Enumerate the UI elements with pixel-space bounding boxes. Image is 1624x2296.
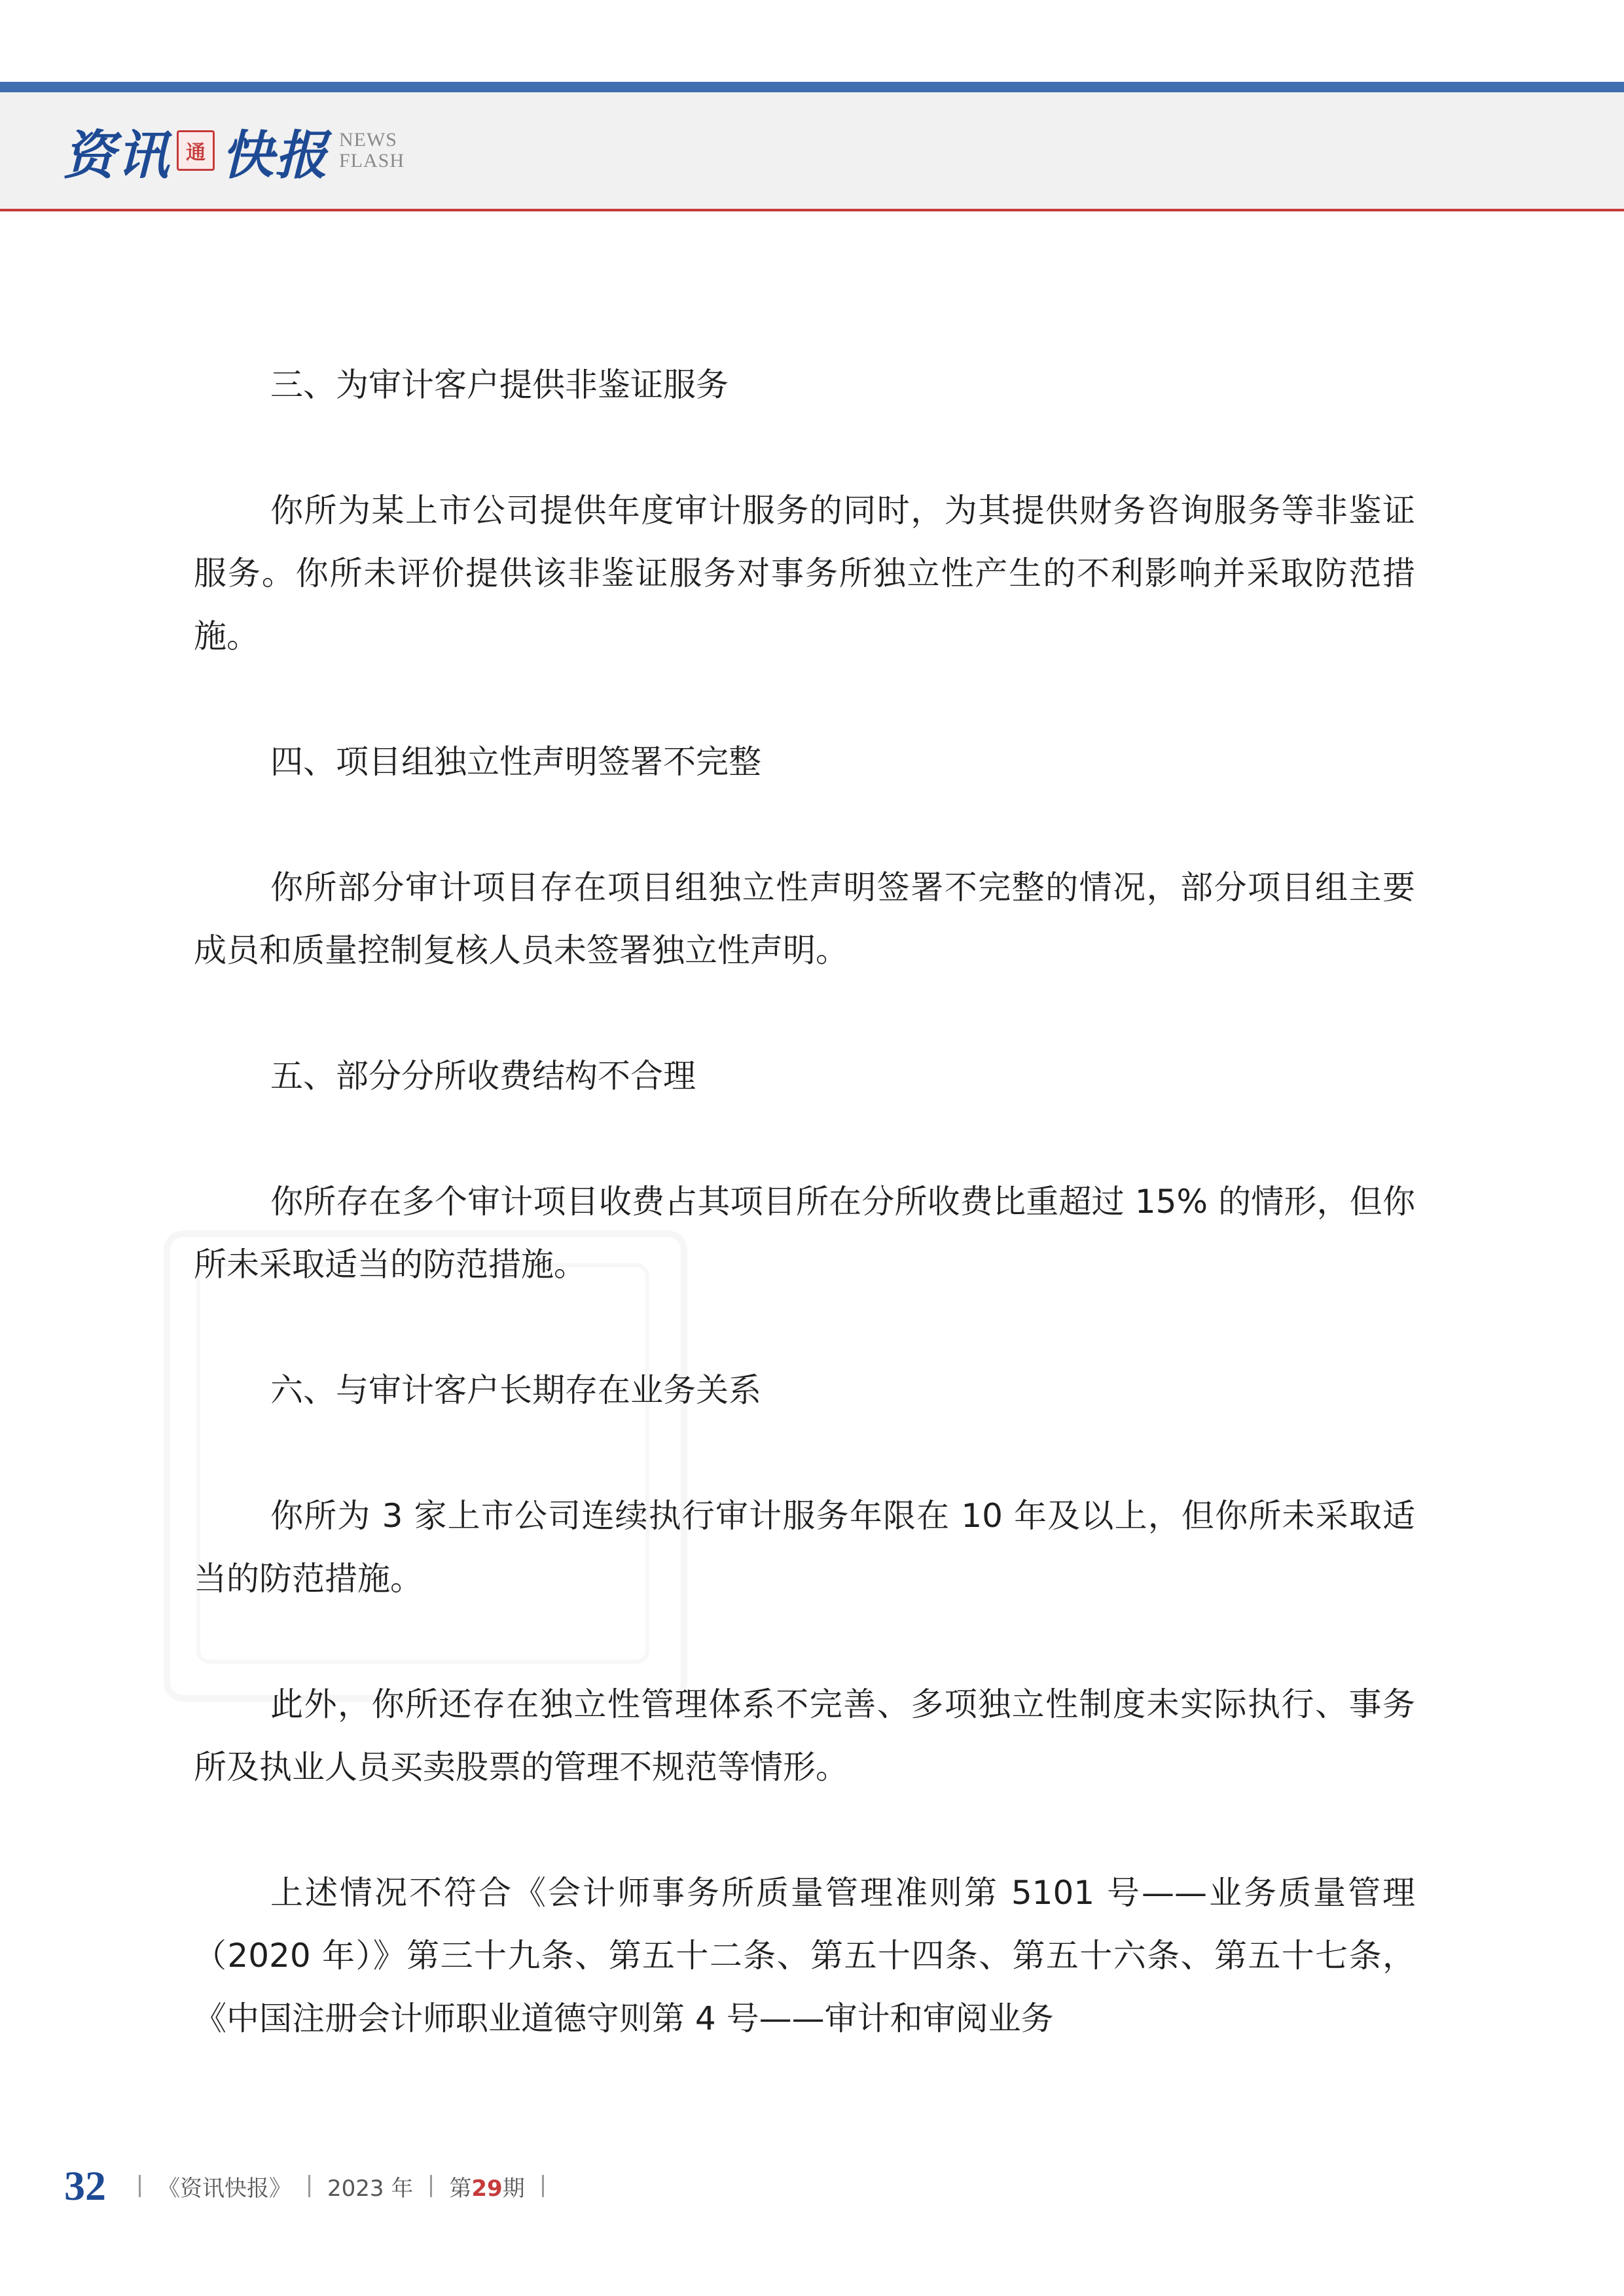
footer-divider bbox=[542, 2175, 544, 2197]
seal-icon: 通 bbox=[177, 130, 215, 171]
section-heading-4: 四、项目组独立性声明签署不完整 bbox=[270, 743, 761, 781]
footer-divider bbox=[430, 2175, 432, 2197]
footer-divider bbox=[308, 2175, 310, 2197]
section-heading-3: 三、为审计客户提供非鉴证服务 bbox=[270, 366, 729, 404]
news-label: NEWS bbox=[339, 129, 397, 151]
publication-logo bbox=[63, 118, 405, 186]
header-red-rule bbox=[0, 209, 1624, 211]
paragraph-8: 上述情况不符合《会计师事务所质量管理准则第 5101 号——业务质量管理（2020 年）》第三十九条、第五十二条、第五十四条、第五十六条、第五十七条，《中国注册会计师职业道德守则第 4 号——审计和审阅业务 bbox=[194, 1874, 1415, 2037]
publication-name: 《资讯快报》 bbox=[158, 2175, 291, 2202]
article-body bbox=[194, 353, 1415, 2113]
section-heading-5: 五、部分分所收费结构不合理 bbox=[270, 1057, 696, 1095]
paragraph-4: 你所部分审计项目存在项目组独立性声明签署不完整的情况，部分项目组主要成员和质量控制复核人员未签署独立性声明。 bbox=[194, 869, 1415, 969]
issue-number: 29 bbox=[471, 2175, 503, 2202]
paragraph-5: 你所存在多个审计项目收费占其项目所在分所收费比重超过 15% 的情形，但你所未采取适当的防范措施。 bbox=[194, 1183, 1415, 1283]
paragraph-6: 你所为 3 家上市公司连续执行审计服务年限在 10 年及以上，但你所未采取适当的防范措施。 bbox=[194, 1497, 1415, 1598]
paragraph-7: 此外，你所还存在独立性管理体系不完善、多项独立性制度未实际执行、事务所及执业人员买卖股票的管理不规范等情形。 bbox=[194, 1685, 1415, 1786]
page-number: 32 bbox=[64, 2162, 106, 2209]
issue-suffix: 期 bbox=[502, 2175, 525, 2202]
logo-text-part2: 快报 bbox=[221, 124, 329, 186]
issue-year: 2023 年 bbox=[327, 2175, 414, 2202]
header-top-bar bbox=[0, 82, 1624, 92]
news-flash-label bbox=[339, 130, 405, 171]
logo-text-part1: 资讯 bbox=[63, 124, 170, 186]
flash-label: FLASH bbox=[339, 150, 405, 171]
section-heading-6: 六、与审计客户长期存在业务关系 bbox=[270, 1371, 761, 1409]
paragraph-3: 你所为某上市公司提供年度审计服务的同时，为其提供财务咨询服务等非鉴证服务。你所未评价提供该非鉴证服务对事务所独立性产生的不利影响并采取防范措施。 bbox=[194, 492, 1415, 655]
page-footer bbox=[64, 2160, 561, 2212]
issue-prefix: 第 bbox=[449, 2175, 472, 2202]
issue-label bbox=[449, 2170, 524, 2202]
footer-divider bbox=[139, 2175, 141, 2197]
